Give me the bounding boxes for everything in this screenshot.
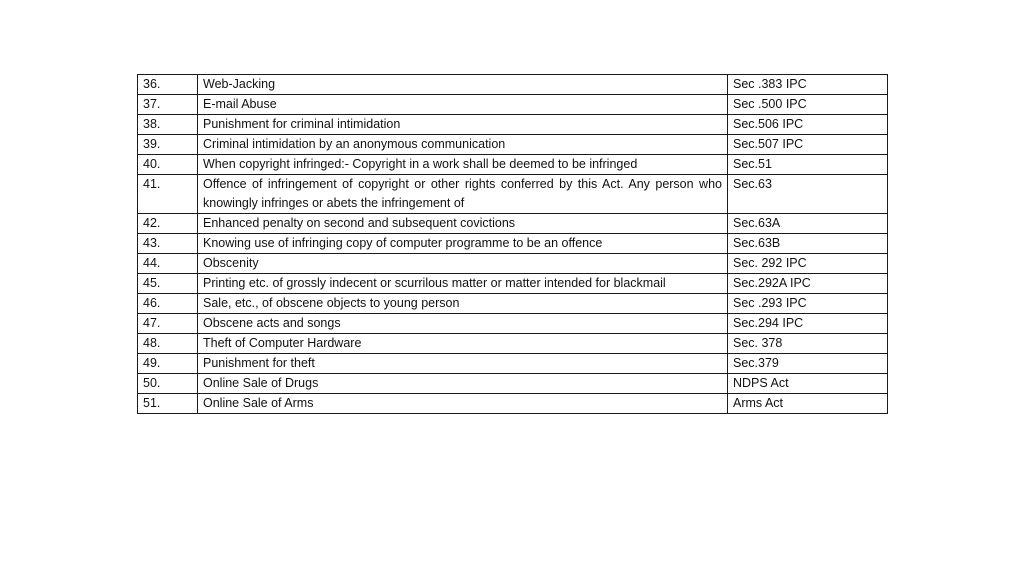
offence-description: Obscenity	[198, 254, 728, 274]
legal-section: Sec.506 IPC	[728, 115, 888, 135]
row-number: 36.	[138, 75, 198, 95]
table-row	[138, 115, 888, 135]
row-number: 42.	[138, 214, 198, 234]
row-number: 37.	[138, 95, 198, 115]
table-row	[138, 374, 888, 394]
offence-description: Punishment for theft	[198, 354, 728, 374]
offence-description: Online Sale of Arms	[198, 394, 728, 414]
row-number: 45.	[138, 274, 198, 294]
table-row	[138, 155, 888, 175]
offence-description: Enhanced penalty on second and subsequent covictions	[198, 214, 728, 234]
offence-description: Printing etc. of grossly indecent or scurrilous matter or matter intended for blackmail	[198, 274, 728, 294]
row-number: 41.	[138, 175, 198, 214]
legal-section: Sec.294 IPC	[728, 314, 888, 334]
table-row	[138, 354, 888, 374]
table-row	[138, 334, 888, 354]
offence-description: Criminal intimidation by an anonymous communication	[198, 135, 728, 155]
row-number: 44.	[138, 254, 198, 274]
offence-description: Offence of infringement of copyright or other rights conferred by this Act. Any person who knowingly infringes or abets the infringement of	[198, 175, 728, 214]
offence-description: Sale, etc., of obscene objects to young person	[198, 294, 728, 314]
legal-section: Sec .383 IPC	[728, 75, 888, 95]
offence-description: E-mail Abuse	[198, 95, 728, 115]
table-row	[138, 95, 888, 115]
legal-section: Sec.63B	[728, 234, 888, 254]
table-row	[138, 175, 888, 214]
offence-description: Theft of Computer Hardware	[198, 334, 728, 354]
legal-section: Sec.63	[728, 175, 888, 214]
legal-section: Sec .293 IPC	[728, 294, 888, 314]
table-row	[138, 294, 888, 314]
legal-section: Sec. 292 IPC	[728, 254, 888, 274]
row-number: 43.	[138, 234, 198, 254]
legal-section: Sec.63A	[728, 214, 888, 234]
row-number: 48.	[138, 334, 198, 354]
offence-description: Knowing use of infringing copy of computer programme to be an offence	[198, 234, 728, 254]
row-number: 49.	[138, 354, 198, 374]
table-row	[138, 254, 888, 274]
table-row	[138, 234, 888, 254]
offence-description: Obscene acts and songs	[198, 314, 728, 334]
row-number: 39.	[138, 135, 198, 155]
table-row	[138, 214, 888, 234]
row-number: 46.	[138, 294, 198, 314]
legal-section: NDPS Act	[728, 374, 888, 394]
row-number: 38.	[138, 115, 198, 135]
legal-section: Arms Act	[728, 394, 888, 414]
table-row	[138, 135, 888, 155]
legal-section: Sec.507 IPC	[728, 135, 888, 155]
legal-section: Sec.51	[728, 155, 888, 175]
offence-description: Punishment for criminal intimidation	[198, 115, 728, 135]
legal-section: Sec .500 IPC	[728, 95, 888, 115]
row-number: 47.	[138, 314, 198, 334]
offence-description: When copyright infringed:- Copyright in a work shall be deemed to be infringed	[198, 155, 728, 175]
offences-table	[137, 74, 888, 414]
row-number: 51.	[138, 394, 198, 414]
offence-description: Online Sale of Drugs	[198, 374, 728, 394]
offence-description: Web-Jacking	[198, 75, 728, 95]
row-number: 40.	[138, 155, 198, 175]
legal-section: Sec.292A IPC	[728, 274, 888, 294]
legal-section: Sec.379	[728, 354, 888, 374]
row-number: 50.	[138, 374, 198, 394]
table-row	[138, 274, 888, 294]
table-row	[138, 314, 888, 334]
table-row	[138, 75, 888, 95]
legal-section: Sec. 378	[728, 334, 888, 354]
table-row	[138, 394, 888, 414]
